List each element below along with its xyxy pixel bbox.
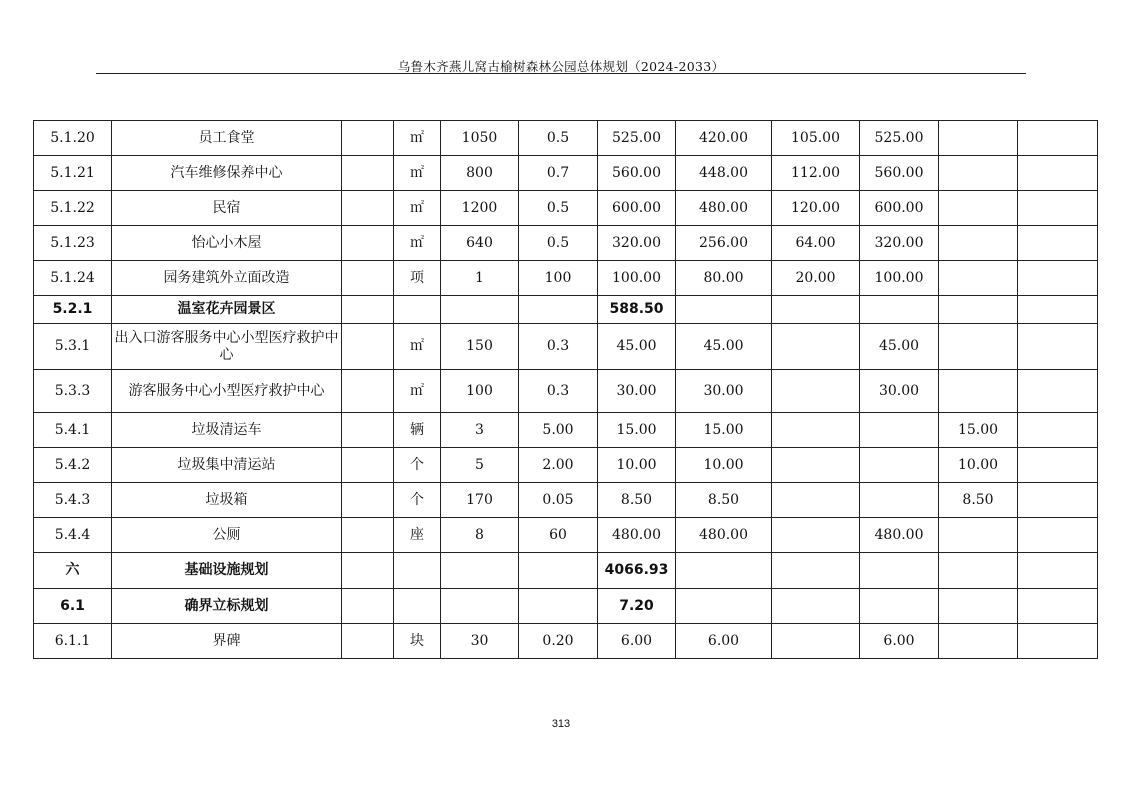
cell-investment-b: 105.00 xyxy=(772,121,860,156)
cell-spec xyxy=(342,226,394,261)
cell-investment-d xyxy=(939,261,1018,296)
cell-total-investment: 525.00 xyxy=(598,121,676,156)
cell-quantity: 100 xyxy=(441,370,519,413)
cell-investment-c: 45.00 xyxy=(860,324,939,370)
cell-unit: 辆 xyxy=(394,413,441,448)
page-header: 乌鲁木齐燕儿窝古榆树森林公园总体规划（2024-2033） xyxy=(397,59,725,74)
table-row xyxy=(34,624,1098,659)
cell-spec xyxy=(342,483,394,518)
budget-table xyxy=(33,120,1098,659)
cell-spec xyxy=(342,261,394,296)
cell-unit-price: 60 xyxy=(519,518,598,553)
cell-investment-c: 320.00 xyxy=(860,226,939,261)
cell-unit-price: 0.5 xyxy=(519,226,598,261)
cell-spec xyxy=(342,553,394,589)
cell-total-investment: 30.00 xyxy=(598,370,676,413)
cell-unit-price: 2.00 xyxy=(519,448,598,483)
cell-unit xyxy=(394,296,441,324)
cell-investment-d xyxy=(939,589,1018,624)
cell-code: 5.3.1 xyxy=(34,324,112,370)
cell-unit-price: 100 xyxy=(519,261,598,296)
cell-remarks xyxy=(1018,324,1098,370)
cell-investment-a xyxy=(676,589,772,624)
cell-investment-b xyxy=(772,448,860,483)
cell-item-name: 汽车维修保养中心 xyxy=(112,156,342,191)
cell-investment-b xyxy=(772,518,860,553)
cell-investment-a xyxy=(676,296,772,324)
table-row xyxy=(34,448,1098,483)
table-row xyxy=(34,191,1098,226)
cell-remarks xyxy=(1018,296,1098,324)
cell-quantity: 3 xyxy=(441,413,519,448)
cell-remarks xyxy=(1018,261,1098,296)
cell-investment-d xyxy=(939,156,1018,191)
cell-investment-d: 10.00 xyxy=(939,448,1018,483)
cell-item-name: 界碑 xyxy=(112,624,342,659)
cell-unit: ㎡ xyxy=(394,324,441,370)
table-row xyxy=(34,226,1098,261)
cell-unit xyxy=(394,589,441,624)
cell-investment-a: 6.00 xyxy=(676,624,772,659)
cell-code: 六 xyxy=(34,553,112,589)
cell-unit: 块 xyxy=(394,624,441,659)
cell-item-name: 公厕 xyxy=(112,518,342,553)
cell-item-name: 园务建筑外立面改造 xyxy=(112,261,342,296)
cell-unit-price: 0.3 xyxy=(519,324,598,370)
cell-investment-d xyxy=(939,226,1018,261)
cell-total-investment: 10.00 xyxy=(598,448,676,483)
cell-item-name: 垃圾清运车 xyxy=(112,413,342,448)
cell-investment-b: 64.00 xyxy=(772,226,860,261)
cell-investment-a: 448.00 xyxy=(676,156,772,191)
cell-investment-b: 20.00 xyxy=(772,261,860,296)
cell-quantity xyxy=(441,553,519,589)
cell-unit-price: 0.3 xyxy=(519,370,598,413)
cell-investment-b xyxy=(772,296,860,324)
cell-investment-c xyxy=(860,553,939,589)
cell-code: 5.1.21 xyxy=(34,156,112,191)
cell-remarks xyxy=(1018,121,1098,156)
cell-spec xyxy=(342,589,394,624)
cell-code: 5.4.1 xyxy=(34,413,112,448)
cell-investment-a: 45.00 xyxy=(676,324,772,370)
cell-code: 5.4.3 xyxy=(34,483,112,518)
cell-investment-d xyxy=(939,191,1018,226)
cell-total-investment: 480.00 xyxy=(598,518,676,553)
cell-unit: 个 xyxy=(394,483,441,518)
cell-unit-price: 0.20 xyxy=(519,624,598,659)
cell-investment-d xyxy=(939,324,1018,370)
cell-code: 6.1 xyxy=(34,589,112,624)
table-row xyxy=(34,483,1098,518)
cell-investment-c: 600.00 xyxy=(860,191,939,226)
cell-quantity: 8 xyxy=(441,518,519,553)
cell-unit: ㎡ xyxy=(394,156,441,191)
cell-investment-d xyxy=(939,624,1018,659)
cell-code: 5.1.22 xyxy=(34,191,112,226)
cell-investment-c: 525.00 xyxy=(860,121,939,156)
cell-investment-c: 6.00 xyxy=(860,624,939,659)
cell-unit: 个 xyxy=(394,448,441,483)
cell-item-name: 游客服务中心小型医疗救护中心 xyxy=(112,370,342,413)
cell-total-investment: 560.00 xyxy=(598,156,676,191)
cell-total-investment: 45.00 xyxy=(598,324,676,370)
cell-remarks xyxy=(1018,518,1098,553)
cell-quantity xyxy=(441,589,519,624)
cell-spec xyxy=(342,518,394,553)
cell-quantity: 1200 xyxy=(441,191,519,226)
cell-unit: ㎡ xyxy=(394,226,441,261)
cell-code: 6.1.1 xyxy=(34,624,112,659)
cell-investment-a: 480.00 xyxy=(676,191,772,226)
cell-item-name: 确界立标规划 xyxy=(112,589,342,624)
cell-spec xyxy=(342,324,394,370)
cell-investment-c: 30.00 xyxy=(860,370,939,413)
cell-quantity: 30 xyxy=(441,624,519,659)
cell-unit: 座 xyxy=(394,518,441,553)
cell-quantity: 5 xyxy=(441,448,519,483)
cell-unit-price xyxy=(519,589,598,624)
cell-investment-d xyxy=(939,370,1018,413)
table-row xyxy=(34,261,1098,296)
cell-spec xyxy=(342,448,394,483)
cell-remarks xyxy=(1018,226,1098,261)
cell-investment-a: 80.00 xyxy=(676,261,772,296)
cell-investment-a: 15.00 xyxy=(676,413,772,448)
cell-investment-b: 112.00 xyxy=(772,156,860,191)
cell-item-name: 出入口游客服务中心小型医疗救护中心 xyxy=(112,324,342,370)
cell-code: 5.1.23 xyxy=(34,226,112,261)
cell-code: 5.1.24 xyxy=(34,261,112,296)
cell-unit xyxy=(394,553,441,589)
cell-investment-d xyxy=(939,553,1018,589)
cell-spec xyxy=(342,121,394,156)
table-row xyxy=(34,156,1098,191)
cell-investment-c: 560.00 xyxy=(860,156,939,191)
cell-code: 5.1.20 xyxy=(34,121,112,156)
table-row xyxy=(34,589,1098,624)
cell-item-name: 温室花卉园景区 xyxy=(112,296,342,324)
cell-unit-price: 0.5 xyxy=(519,191,598,226)
cell-code: 5.2.1 xyxy=(34,296,112,324)
cell-unit: ㎡ xyxy=(394,121,441,156)
cell-remarks xyxy=(1018,483,1098,518)
cell-quantity: 640 xyxy=(441,226,519,261)
cell-code: 5.3.3 xyxy=(34,370,112,413)
cell-quantity: 800 xyxy=(441,156,519,191)
table-row xyxy=(34,324,1098,370)
table-row xyxy=(34,121,1098,156)
cell-unit-price xyxy=(519,296,598,324)
cell-spec xyxy=(342,156,394,191)
cell-investment-b xyxy=(772,413,860,448)
cell-remarks xyxy=(1018,448,1098,483)
cell-item-name: 民宿 xyxy=(112,191,342,226)
cell-item-name: 基础设施规划 xyxy=(112,553,342,589)
cell-investment-b: 120.00 xyxy=(772,191,860,226)
cell-investment-a: 420.00 xyxy=(676,121,772,156)
cell-investment-a xyxy=(676,553,772,589)
cell-investment-b xyxy=(772,324,860,370)
cell-unit-price: 0.5 xyxy=(519,121,598,156)
cell-remarks xyxy=(1018,413,1098,448)
cell-item-name: 员工食堂 xyxy=(112,121,342,156)
cell-investment-a: 480.00 xyxy=(676,518,772,553)
table-row xyxy=(34,413,1098,448)
cell-total-investment: 600.00 xyxy=(598,191,676,226)
cell-remarks xyxy=(1018,553,1098,589)
cell-spec xyxy=(342,413,394,448)
cell-investment-b xyxy=(772,483,860,518)
table-row xyxy=(34,518,1098,553)
cell-item-name: 垃圾箱 xyxy=(112,483,342,518)
cell-investment-c xyxy=(860,483,939,518)
cell-investment-c xyxy=(860,589,939,624)
cell-quantity: 1 xyxy=(441,261,519,296)
cell-investment-b xyxy=(772,553,860,589)
cell-total-investment: 15.00 xyxy=(598,413,676,448)
cell-unit: ㎡ xyxy=(394,191,441,226)
cell-spec xyxy=(342,624,394,659)
cell-spec xyxy=(342,296,394,324)
cell-total-investment: 4066.93 xyxy=(598,553,676,589)
cell-remarks xyxy=(1018,370,1098,413)
cell-investment-c: 100.00 xyxy=(860,261,939,296)
cell-item-name: 垃圾集中清运站 xyxy=(112,448,342,483)
cell-investment-c: 480.00 xyxy=(860,518,939,553)
page-number: 313 xyxy=(551,718,571,730)
cell-investment-c xyxy=(860,448,939,483)
cell-quantity: 150 xyxy=(441,324,519,370)
cell-code: 5.4.4 xyxy=(34,518,112,553)
cell-investment-d xyxy=(939,121,1018,156)
cell-total-investment: 8.50 xyxy=(598,483,676,518)
cell-code: 5.4.2 xyxy=(34,448,112,483)
cell-investment-d: 8.50 xyxy=(939,483,1018,518)
cell-investment-a: 8.50 xyxy=(676,483,772,518)
cell-item-name: 怡心小木屋 xyxy=(112,226,342,261)
table-row xyxy=(34,553,1098,589)
cell-total-investment: 100.00 xyxy=(598,261,676,296)
cell-remarks xyxy=(1018,624,1098,659)
cell-total-investment: 6.00 xyxy=(598,624,676,659)
cell-total-investment: 588.50 xyxy=(598,296,676,324)
cell-remarks xyxy=(1018,191,1098,226)
header-rule xyxy=(96,73,1026,74)
cell-investment-d: 15.00 xyxy=(939,413,1018,448)
table-row xyxy=(34,370,1098,413)
cell-quantity: 1050 xyxy=(441,121,519,156)
cell-investment-d xyxy=(939,518,1018,553)
cell-unit-price: 0.05 xyxy=(519,483,598,518)
cell-quantity: 170 xyxy=(441,483,519,518)
cell-investment-a: 30.00 xyxy=(676,370,772,413)
cell-unit: 项 xyxy=(394,261,441,296)
cell-unit-price xyxy=(519,553,598,589)
cell-investment-a: 10.00 xyxy=(676,448,772,483)
cell-quantity xyxy=(441,296,519,324)
cell-unit-price: 0.7 xyxy=(519,156,598,191)
cell-investment-d xyxy=(939,296,1018,324)
cell-total-investment: 320.00 xyxy=(598,226,676,261)
cell-unit: ㎡ xyxy=(394,370,441,413)
cell-spec xyxy=(342,370,394,413)
cell-investment-b xyxy=(772,370,860,413)
cell-spec xyxy=(342,191,394,226)
table-row xyxy=(34,296,1098,324)
cell-investment-c xyxy=(860,413,939,448)
cell-investment-c xyxy=(860,296,939,324)
cell-investment-a: 256.00 xyxy=(676,226,772,261)
cell-remarks xyxy=(1018,589,1098,624)
cell-remarks xyxy=(1018,156,1098,191)
cell-investment-b xyxy=(772,624,860,659)
cell-investment-b xyxy=(772,589,860,624)
cell-unit-price: 5.00 xyxy=(519,413,598,448)
cell-total-investment: 7.20 xyxy=(598,589,676,624)
